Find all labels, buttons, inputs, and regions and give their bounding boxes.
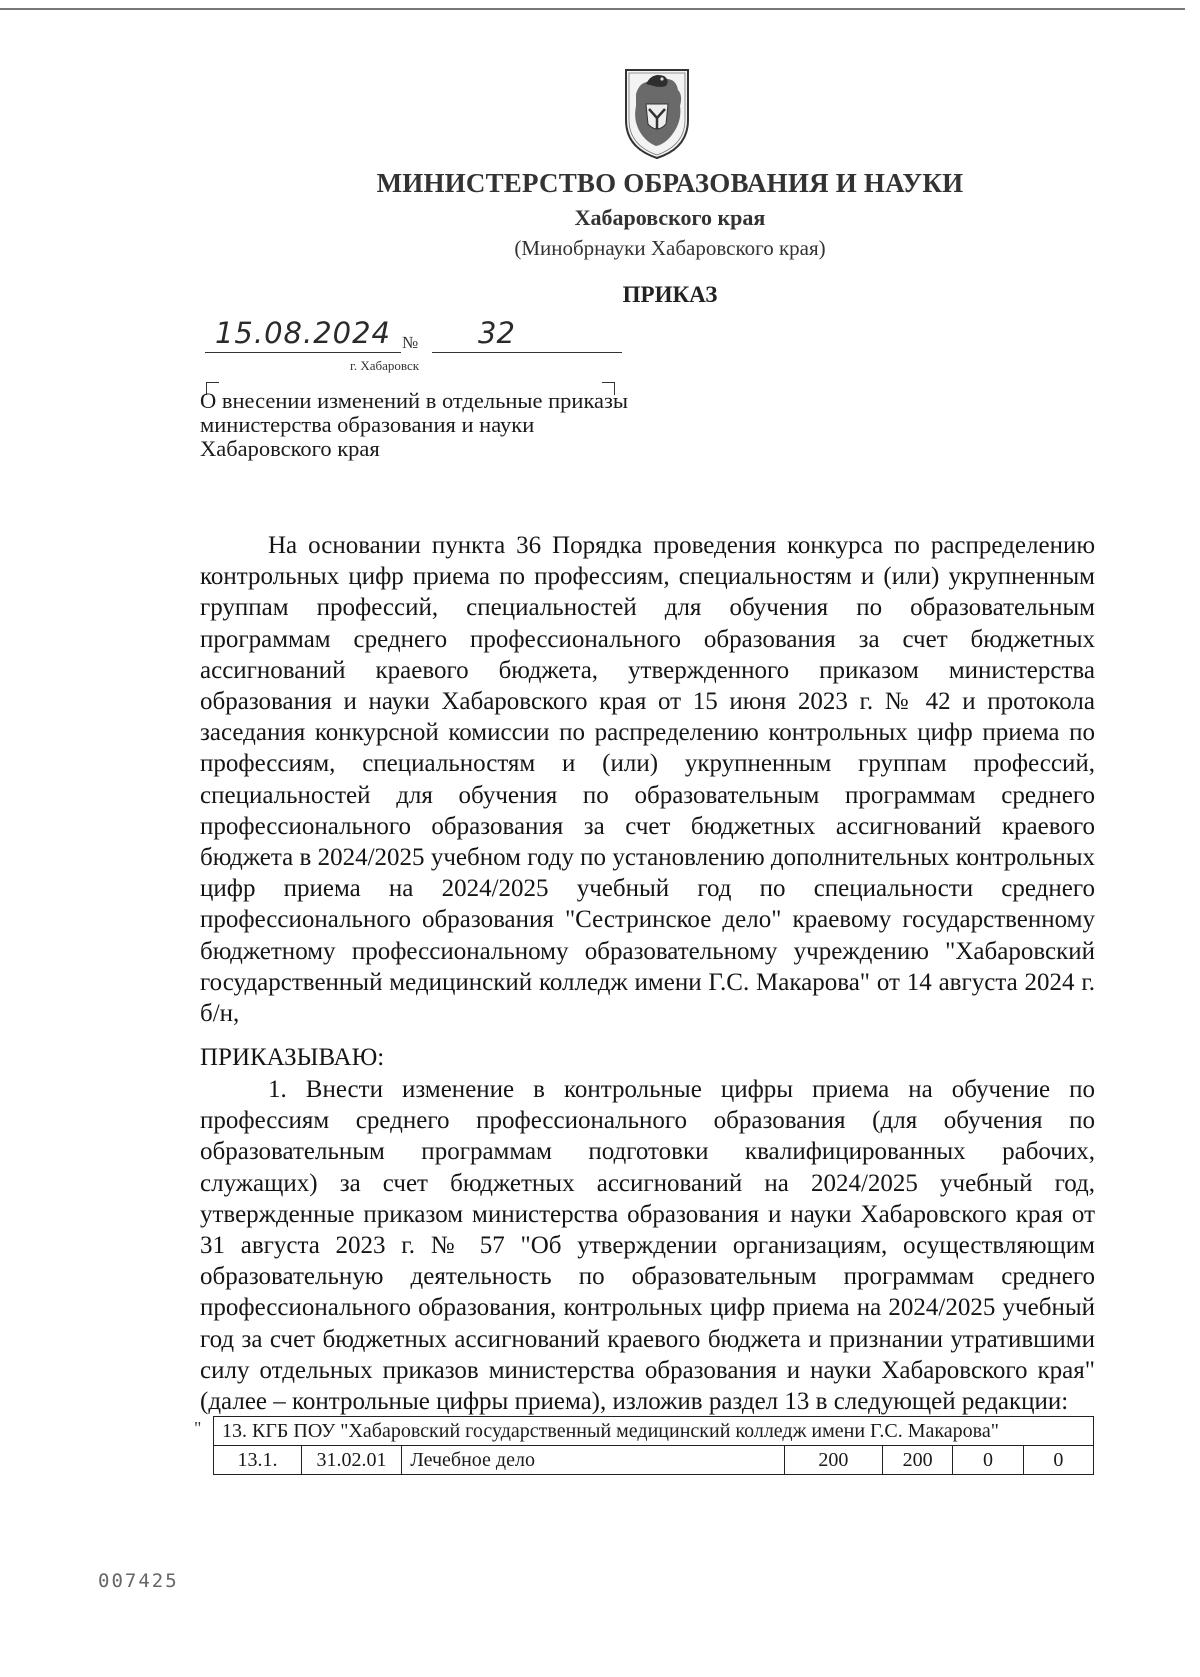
section-header: 13. КГБ ПОУ "Хабаровский государственный медицинский колледж имени Г.С. Макарова" [214, 1417, 1094, 1446]
number-sign: № [402, 333, 419, 352]
table-row [214, 1446, 1094, 1475]
order-date: 15.08.2024 [214, 316, 392, 350]
value-cell-1: 200 [784, 1446, 882, 1475]
document-type: ПРИКАЗ [622, 282, 718, 307]
city: г. Хабаровск [350, 358, 420, 373]
order-number: 32 [478, 316, 515, 350]
orders-heading: ПРИКАЗЫВАЮ: [200, 1044, 385, 1071]
order-item-1: 1. Внести изменение в контрольные цифры приема на обучение по профессиям среднего профессионального образования (для обучения по образовательным программам подготовки квалифицированных рабочих, служащих) за счет бюджетных ассигнований на 2024/2025 учебный год, утвержденные приказом министерства образования и науки Хабаровского края от 31 августа 2023 г. № 57 "Об утверждении организациям, осуществляющим образовательную деятельность по образовательным программам среднего профессионального образования, контрольных цифр приема на 2024/2025 учебный год за счет бюджетных ассигнований краевого бюджета и признании утратившими силу отдельных приказов министерства образования и науки Хабаровского края" (далее – контрольные цифры приема), изложив раздел 13 в следующей редакции: [200, 1076, 1095, 1416]
admission-table [213, 1416, 1094, 1475]
ministry-name: МИНИСТЕРСТВО ОБРАЗОВАНИЯ И НАУКИ [376, 168, 964, 198]
date-underline [205, 352, 401, 353]
top-rule [0, 8, 1185, 10]
opening-quote: " [194, 1418, 202, 1438]
value-cell-4: 0 [1023, 1446, 1093, 1475]
order-subject: О внесении изменений в отдельные приказы министерства образования и науки Хабаровского края [200, 388, 629, 461]
preamble-paragraph: На основании пункта 36 Порядка проведения конкурса по распределению контрольных цифр приема по профессиям, специальностям и (или) укрупненным группам профессий, специальностей для обучения по образовательным программам среднего профессионального образования за счет бюджетных ассигнований краевого бюджета, утвержденного приказом министерства образования и науки Хабаровского края от 15 июня 2023 г. № 42 и протокола заседания конкурсной комиссии по распределению контрольных цифр приема по профессиям, специальностям и (или) укрупненным группам профессий, специальностей для обучения по образовательным программам среднего профессионального образования за счет бюджетных ассигнований краевого бюджета в 2024/2025 учебном году по установлению дополнительных контрольных цифр приема на 2024/2025 учебный год по специальности среднего профессионального образования "Сестринское дело" краевому государственному бюджетному профессиональному образовательному учреждению "Хабаровский государственный медицинский колледж имени Г.С. Макарова" от 14 августа 2024 г. б/н, [200, 532, 1095, 1028]
ministry-abbreviation: (Минобрнауки Хабаровского края) [514, 236, 826, 260]
value-cell-3: 0 [953, 1446, 1023, 1475]
serial-stamp: 007425 [98, 1570, 179, 1592]
region-name: Хабаровского края [574, 205, 766, 230]
specialty-name: Лечебное дело [402, 1446, 785, 1475]
value-cell-2: 200 [883, 1446, 953, 1475]
number-underline [432, 352, 622, 353]
table-section-row [214, 1417, 1094, 1446]
coat-of-arms-icon [620, 62, 694, 162]
row-number: 13.1. [214, 1446, 302, 1475]
specialty-code: 31.02.01 [301, 1446, 401, 1475]
